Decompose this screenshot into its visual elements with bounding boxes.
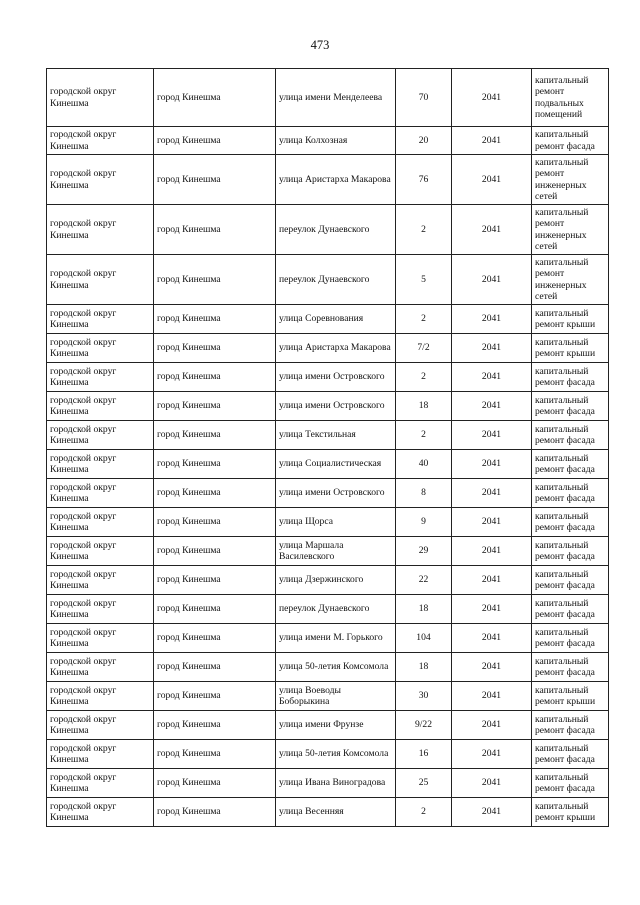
cell-okrug: городской округ Кинешма <box>47 537 154 566</box>
cell-street: улица Аристарха Макарова <box>276 155 396 205</box>
cell-year: 2041 <box>452 653 532 682</box>
cell-okrug: городской округ Кинешма <box>47 682 154 711</box>
page-number: 473 <box>310 38 330 52</box>
cell-city: город Кинешма <box>154 421 276 450</box>
cell-okrug: городской округ Кинешма <box>47 653 154 682</box>
table-row <box>47 205 609 255</box>
cell-year: 2041 <box>452 450 532 479</box>
cell-work-type: капитальный ремонт фасада <box>532 450 609 479</box>
cell-street: улица Маршала Василевского <box>276 537 396 566</box>
cell-work-type: капитальный ремонт фасада <box>532 653 609 682</box>
cell-okrug: городской округ Кинешма <box>47 392 154 421</box>
cell-street: улица 50-летия Комсомола <box>276 653 396 682</box>
cell-year: 2041 <box>452 421 532 450</box>
cell-year: 2041 <box>452 682 532 711</box>
cell-street: улица Воеводы Боборыкина <box>276 682 396 711</box>
table-row <box>47 305 609 334</box>
cell-okrug: городской округ Кинешма <box>47 450 154 479</box>
cell-work-type: капитальный ремонт фасада <box>532 421 609 450</box>
cell-year: 2041 <box>452 255 532 305</box>
cell-year: 2041 <box>452 798 532 827</box>
cell-house-number: 2 <box>396 205 452 255</box>
cell-okrug: городской округ Кинешма <box>47 566 154 595</box>
cell-house-number: 25 <box>396 769 452 798</box>
cell-house-number: 9 <box>396 508 452 537</box>
cell-work-type: капитальный ремонт фасада <box>532 711 609 740</box>
table-row <box>47 155 609 205</box>
cell-street: улица Ивана Виноградова <box>276 769 396 798</box>
cell-year: 2041 <box>452 711 532 740</box>
cell-street: улица Текстильная <box>276 421 396 450</box>
cell-street: улица имени Островского <box>276 392 396 421</box>
cell-work-type: капитальный ремонт подвальных помещений <box>532 69 609 127</box>
cell-okrug: городской округ Кинешма <box>47 155 154 205</box>
cell-house-number: 76 <box>396 155 452 205</box>
cell-city: город Кинешма <box>154 392 276 421</box>
cell-street: улица Соревнования <box>276 305 396 334</box>
cell-work-type: капитальный ремонт фасада <box>532 508 609 537</box>
cell-year: 2041 <box>452 155 532 205</box>
cell-house-number: 18 <box>396 595 452 624</box>
cell-city: город Кинешма <box>154 69 276 127</box>
cell-city: город Кинешма <box>154 155 276 205</box>
cell-street: улица Колхозная <box>276 127 396 155</box>
cell-house-number: 20 <box>396 127 452 155</box>
table-row <box>47 624 609 653</box>
cell-city: город Кинешма <box>154 798 276 827</box>
cell-city: город Кинешма <box>154 566 276 595</box>
cell-street: улица Социалистическая <box>276 450 396 479</box>
cell-city: город Кинешма <box>154 450 276 479</box>
cell-work-type: капитальный ремонт инженерных сетей <box>532 155 609 205</box>
cell-house-number: 30 <box>396 682 452 711</box>
cell-street: переулок Дунаевского <box>276 205 396 255</box>
cell-work-type: капитальный ремонт инженерных сетей <box>532 205 609 255</box>
cell-year: 2041 <box>452 363 532 392</box>
cell-year: 2041 <box>452 740 532 769</box>
table-row <box>47 769 609 798</box>
cell-work-type: капитальный ремонт фасада <box>532 566 609 595</box>
cell-city: город Кинешма <box>154 740 276 769</box>
cell-work-type: капитальный ремонт фасада <box>532 740 609 769</box>
cell-okrug: городской округ Кинешма <box>47 305 154 334</box>
cell-city: город Кинешма <box>154 508 276 537</box>
cell-year: 2041 <box>452 769 532 798</box>
cell-year: 2041 <box>452 205 532 255</box>
cell-work-type: капитальный ремонт фасада <box>532 127 609 155</box>
cell-house-number: 16 <box>396 740 452 769</box>
cell-okrug: городской округ Кинешма <box>47 421 154 450</box>
cell-street: улица 50-летия Комсомола <box>276 740 396 769</box>
cell-year: 2041 <box>452 334 532 363</box>
cell-city: город Кинешма <box>154 653 276 682</box>
cell-street: улица Щорса <box>276 508 396 537</box>
cell-city: город Кинешма <box>154 127 276 155</box>
cell-work-type: капитальный ремонт фасада <box>532 624 609 653</box>
table-row <box>47 798 609 827</box>
table-row <box>47 537 609 566</box>
table-row <box>47 479 609 508</box>
cell-work-type: капитальный ремонт фасада <box>532 363 609 392</box>
cell-work-type: капитальный ремонт фасада <box>532 595 609 624</box>
cell-city: город Кинешма <box>154 255 276 305</box>
cell-house-number: 5 <box>396 255 452 305</box>
cell-work-type: капитальный ремонт крыши <box>532 305 609 334</box>
cell-okrug: городской округ Кинешма <box>47 363 154 392</box>
cell-year: 2041 <box>452 127 532 155</box>
cell-year: 2041 <box>452 479 532 508</box>
cell-street: улица имени Островского <box>276 363 396 392</box>
table-row <box>47 711 609 740</box>
cell-year: 2041 <box>452 69 532 127</box>
table-row <box>47 421 609 450</box>
cell-work-type: капитальный ремонт крыши <box>532 798 609 827</box>
cell-year: 2041 <box>452 595 532 624</box>
table-row <box>47 508 609 537</box>
table-row <box>47 566 609 595</box>
cell-year: 2041 <box>452 537 532 566</box>
cell-city: город Кинешма <box>154 711 276 740</box>
cell-street: улица Аристарха Макарова <box>276 334 396 363</box>
cell-house-number: 104 <box>396 624 452 653</box>
cell-city: город Кинешма <box>154 334 276 363</box>
table-row <box>47 682 609 711</box>
cell-year: 2041 <box>452 566 532 595</box>
cell-work-type: капитальный ремонт крыши <box>532 334 609 363</box>
cell-house-number: 8 <box>396 479 452 508</box>
cell-year: 2041 <box>452 305 532 334</box>
cell-house-number: 18 <box>396 392 452 421</box>
cell-year: 2041 <box>452 508 532 537</box>
cell-house-number: 29 <box>396 537 452 566</box>
cell-okrug: городской округ Кинешма <box>47 127 154 155</box>
cell-work-type: капитальный ремонт инженерных сетей <box>532 255 609 305</box>
cell-okrug: городской округ Кинешма <box>47 769 154 798</box>
cell-house-number: 7/2 <box>396 334 452 363</box>
cell-okrug: городской округ Кинешма <box>47 255 154 305</box>
table-row <box>47 363 609 392</box>
cell-work-type: капитальный ремонт фасада <box>532 479 609 508</box>
cell-okrug: городской округ Кинешма <box>47 205 154 255</box>
cell-house-number: 40 <box>396 450 452 479</box>
cell-okrug: городской округ Кинешма <box>47 334 154 363</box>
table-row <box>47 392 609 421</box>
cell-year: 2041 <box>452 624 532 653</box>
cell-city: город Кинешма <box>154 205 276 255</box>
cell-street: улица имени Фрунзе <box>276 711 396 740</box>
cell-okrug: городской округ Кинешма <box>47 624 154 653</box>
cell-okrug: городской округ Кинешма <box>47 508 154 537</box>
cell-okrug: городской округ Кинешма <box>47 479 154 508</box>
cell-okrug: городской округ Кинешма <box>47 711 154 740</box>
cell-street: переулок Дунаевского <box>276 595 396 624</box>
cell-street: улица Дзержинского <box>276 566 396 595</box>
cell-okrug: городской округ Кинешма <box>47 798 154 827</box>
cell-city: город Кинешма <box>154 595 276 624</box>
table-row <box>47 127 609 155</box>
table-row <box>47 450 609 479</box>
cell-house-number: 2 <box>396 421 452 450</box>
cell-street: улица имени Менделеева <box>276 69 396 127</box>
cell-work-type: капитальный ремонт фасада <box>532 769 609 798</box>
cell-street: переулок Дунаевского <box>276 255 396 305</box>
cell-house-number: 2 <box>396 798 452 827</box>
table-row <box>47 69 609 127</box>
cell-okrug: городской округ Кинешма <box>47 69 154 127</box>
cell-city: город Кинешма <box>154 537 276 566</box>
cell-city: город Кинешма <box>154 624 276 653</box>
cell-house-number: 2 <box>396 305 452 334</box>
cell-house-number: 2 <box>396 363 452 392</box>
cell-okrug: городской округ Кинешма <box>47 595 154 624</box>
cell-city: город Кинешма <box>154 305 276 334</box>
cell-work-type: капитальный ремонт крыши <box>532 682 609 711</box>
cell-city: город Кинешма <box>154 769 276 798</box>
table-row <box>47 653 609 682</box>
cell-house-number: 70 <box>396 69 452 127</box>
cell-house-number: 22 <box>396 566 452 595</box>
cell-work-type: капитальный ремонт фасада <box>532 537 609 566</box>
cell-house-number: 18 <box>396 653 452 682</box>
table-row <box>47 255 609 305</box>
cell-work-type: капитальный ремонт фасада <box>532 392 609 421</box>
cell-okrug: городской округ Кинешма <box>47 740 154 769</box>
table-row <box>47 334 609 363</box>
cell-house-number: 9/22 <box>396 711 452 740</box>
table-row <box>47 595 609 624</box>
cell-city: город Кинешма <box>154 479 276 508</box>
cell-street: улица имени М. Горького <box>276 624 396 653</box>
cell-street: улица Весенняя <box>276 798 396 827</box>
cell-street: улица имени Островского <box>276 479 396 508</box>
cell-year: 2041 <box>452 392 532 421</box>
cell-city: город Кинешма <box>154 682 276 711</box>
repair-schedule-table <box>46 68 609 827</box>
cell-city: город Кинешма <box>154 363 276 392</box>
table-row <box>47 740 609 769</box>
